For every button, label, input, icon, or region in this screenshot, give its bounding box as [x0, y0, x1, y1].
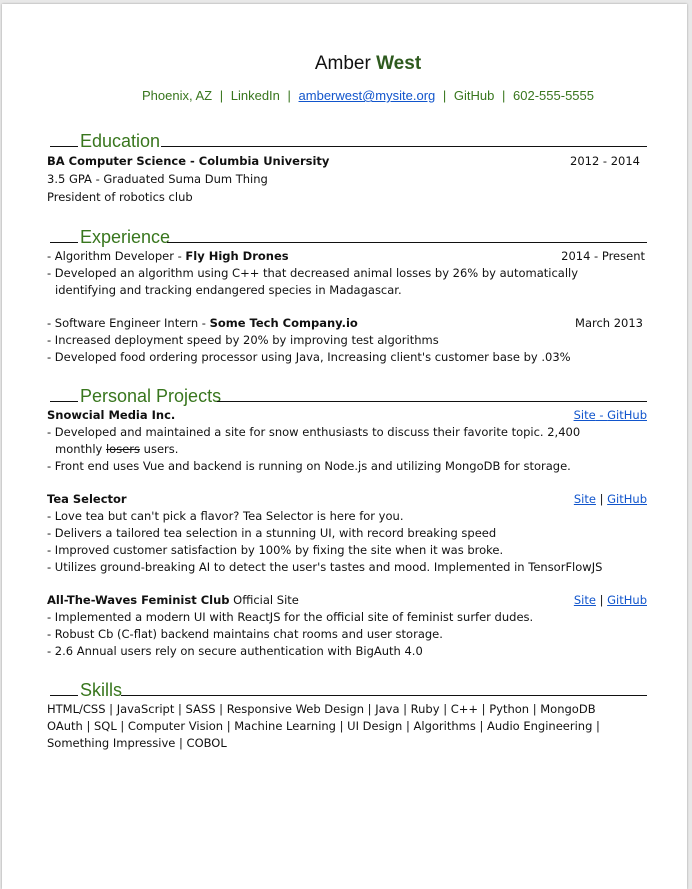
section-rule-left — [50, 242, 78, 243]
project-link-separator: - — [595, 408, 608, 422]
section-skills-header — [50, 679, 647, 700]
last-name: West — [376, 53, 422, 74]
section-rule-left — [50, 401, 78, 402]
project-github-link[interactable]: GitHub — [607, 492, 647, 506]
contact-email-link[interactable]: amberwest@mysite.org — [298, 88, 436, 103]
project-name: All-The-Waves Feminist Club — [47, 593, 230, 607]
job-title-line — [47, 316, 358, 330]
section-title-education: Education — [80, 131, 161, 151]
contact-separator: | — [287, 88, 291, 103]
contact-separator: | — [502, 88, 506, 103]
project-site-link[interactable]: Site — [573, 593, 596, 607]
skills-line: Something Impressive | COBOL — [47, 736, 227, 750]
job-role: - Algorithm Developer - — [47, 249, 186, 263]
skills-line: HTML/CSS | JavaScript | SASS | Responsive Web Design | Java | Ruby | C++ | Python | MongoDB — [47, 702, 596, 716]
job-title-line — [47, 249, 289, 263]
section-title-skills: Skills — [80, 680, 123, 700]
job-bullet: - Developed an algorithm using C++ that decreased animal losses by 26% by automatically — [47, 266, 579, 280]
job-company: Some Tech Company.io — [209, 316, 358, 330]
project-links — [522, 492, 647, 506]
project-bullet: - Robust Cb (C-flat) backend maintains chat rooms and user storage. — [47, 627, 443, 641]
contact-location: Phoenix, AZ — [141, 88, 213, 103]
project-bullet: - Utilizes ground-breaking AI to detect the user's tastes and mood. Implemented in TensorFlowJS — [47, 560, 603, 574]
struck-word: losers — [105, 442, 141, 456]
contact-linkedin[interactable]: LinkedIn — [230, 88, 280, 103]
candidate-name — [2, 53, 692, 75]
project-github-link[interactable]: GitHub — [607, 593, 647, 607]
section-rule-right — [167, 242, 647, 243]
education-activity: President of robotics club — [47, 190, 193, 204]
job-company: Fly High Drones — [185, 249, 289, 263]
contact-github[interactable]: GitHub — [453, 88, 495, 103]
section-rule-left — [50, 695, 78, 696]
project-bullet: - Implemented a modern UI with ReactJS for the official site of feminist surfer dudes. — [47, 610, 534, 624]
education-dates: 2012 - 2014 — [570, 154, 640, 168]
project-site-link[interactable]: Site — [573, 492, 596, 506]
project-link-separator: | — [595, 593, 608, 607]
section-rule-right — [217, 401, 647, 402]
project-name-suffix: Official Site — [229, 593, 299, 607]
job-bullet: - Increased deployment speed by 20% by improving test algorithms — [47, 333, 439, 347]
contact-separator: | — [442, 88, 447, 103]
project-name-line — [47, 593, 299, 607]
job-dates: March 2013 — [575, 316, 643, 330]
wrap-prefix: monthly — [55, 442, 106, 456]
education-gpa: 3.5 GPA - Graduated Suma Dum Thing — [47, 172, 268, 186]
project-bullet: - Love tea but can't pick a flavor? Tea Selector is here for you. — [47, 509, 404, 523]
project-name: Snowcial Media Inc. — [47, 408, 176, 422]
skills-line: OAuth | SQL | Computer Vision | Machine Learning | UI Design | Algorithms | Audio Engineering | — [47, 719, 600, 733]
project-bullet: - Front end uses Vue and backend is running on Node.js and utilizing MongoDB for storage. — [47, 459, 571, 473]
project-bullet: - Delivers a tailored tea selection in a stunning UI, with record breaking speed — [47, 526, 497, 540]
project-bullet: - Developed and maintained a site for snow enthusiasts to discuss their favorite topic. 2,400 — [47, 425, 581, 439]
project-links — [522, 408, 647, 422]
project-name: Tea Selector — [47, 492, 127, 506]
section-title-projects: Personal Projects — [80, 386, 222, 406]
project-link-separator: | — [595, 492, 608, 506]
contact-separator: | — [219, 88, 224, 103]
section-rule-right — [121, 695, 647, 696]
project-github-link[interactable]: GitHub — [607, 408, 647, 422]
section-title-experience: Experience — [80, 227, 171, 247]
job-bullet: identifying and tracking endangered species in Madagascar. — [55, 283, 402, 297]
first-name: Amber — [314, 53, 371, 74]
contact-phone: 602-555-5555 — [513, 88, 594, 103]
education-degree: BA Computer Science - Columbia University — [47, 154, 330, 168]
project-links — [522, 593, 647, 607]
section-experience-header — [50, 226, 647, 247]
job-bullet: - Developed food ordering processor using Java, Increasing client's customer base by .03% — [47, 350, 571, 364]
project-bullet-wrap — [55, 442, 178, 456]
wrap-suffix: users. — [140, 442, 179, 456]
project-site-link[interactable]: Site — [573, 408, 596, 422]
contact-line — [2, 88, 692, 103]
project-bullet: - Improved customer satisfaction by 100% by fixing the site when it was broke. — [47, 543, 504, 557]
resume-page — [2, 4, 687, 889]
section-rule-left — [50, 146, 78, 147]
section-education-header — [50, 130, 647, 151]
job-role: - Software Engineer Intern - — [47, 316, 210, 330]
job-dates: 2014 - Present — [561, 249, 645, 263]
section-rule-right — [161, 146, 647, 147]
section-projects-header — [50, 385, 647, 406]
project-bullet: - 2.6 Annual users rely on secure authentication with BigAuth 4.0 — [47, 644, 423, 658]
